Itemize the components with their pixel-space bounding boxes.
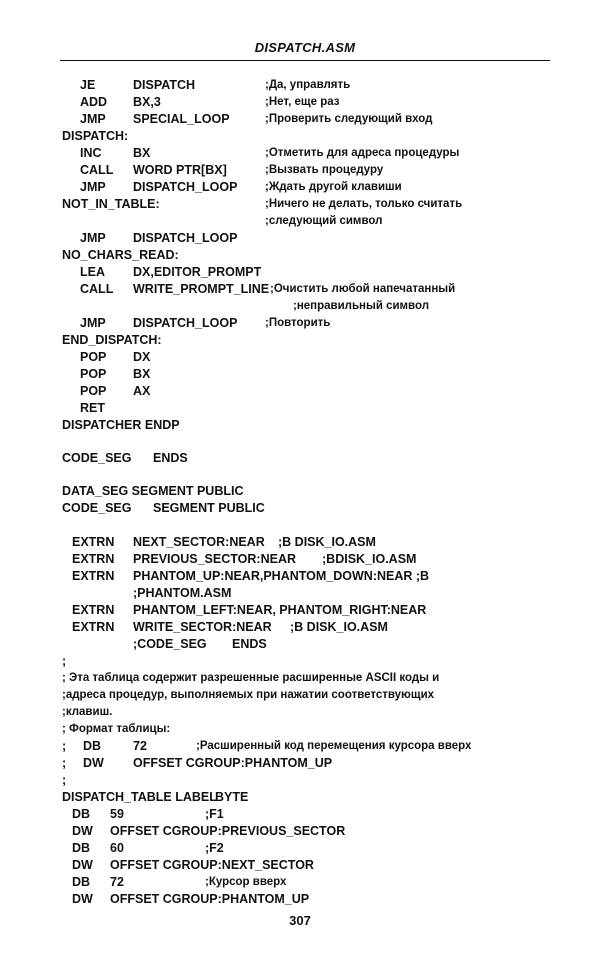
code-line-38-part-2: DW [83, 756, 104, 770]
code-line-40-part-1: DISPATCH_TABLE LABEL [62, 790, 217, 804]
code-line-16-part-1: END_DISPATCH: [62, 333, 162, 347]
code-line-45-part-1: DB [72, 875, 91, 889]
code-line-27-part-1: EXTRN [72, 569, 115, 583]
code-line-7-part-1: JMP [80, 180, 106, 194]
code-line-43-part-1: DB [72, 841, 91, 855]
code-line-15-part-2: DISPATCH_LOOP [133, 316, 238, 330]
code-line-26-part-3: ;BDISK_IO.ASM [322, 552, 417, 566]
page-number: 307 [289, 913, 311, 928]
code-line-11-part-1: NO_CHARS_READ: [62, 248, 179, 262]
code-line-1-part-1: JE [80, 78, 96, 92]
code-line-41-part-1: DB [72, 807, 91, 821]
code-line-1-part-3: ;Да, управлять [265, 79, 351, 91]
code-line-26-part-2: PREVIOUS_SECTOR:NEAR [133, 552, 296, 566]
code-line-42-part-1: DW [72, 824, 93, 838]
code-line-17-part-2: DX [133, 350, 151, 364]
code-line-24-part-1: CODE_SEG [62, 501, 132, 515]
code-line-37-part-1: ; [62, 739, 67, 753]
code-line-3-part-1: JMP [80, 112, 106, 126]
code-line-7-part-3: ;Ждать другой клавиши [265, 181, 402, 193]
code-line-6-part-2: WORD PTR[BX] [133, 163, 227, 177]
code-line-1-part-2: DISPATCH [133, 78, 196, 92]
code-line-30-part-1: EXTRN [72, 620, 115, 634]
code-line-13-part-3: ;Очистить любой напечатанный [270, 283, 456, 295]
code-line-38-part-1: ; [62, 756, 67, 770]
code-line-3-part-3: ;Проверить следующий вход [265, 113, 433, 125]
code-line-29-part-2: PHANTOM_LEFT:NEAR, PHANTOM_RIGHT:NEAR [133, 603, 427, 617]
code-line-12-part-2: DX,EDITOR_PROMPT [133, 265, 262, 279]
code-line-4-part-1: DISPATCH: [62, 129, 129, 143]
code-line-31-part-2: ENDS [232, 637, 267, 651]
code-line-29-part-1: EXTRN [72, 603, 115, 617]
code-line-8-part-1: NOT_IN_TABLE: [62, 197, 160, 211]
code-line-46-part-2: OFFSET CGROUP:PHANTOM_UP [110, 892, 310, 906]
code-line-30-part-3: ;B DISK_IO.ASM [290, 620, 388, 634]
code-line-5-part-3: ;Отметить для адреса процедуры [265, 147, 460, 159]
code-line-42-part-2: OFFSET CGROUP:PREVIOUS_SECTOR [110, 824, 346, 838]
code-line-41-part-2: 59 [110, 807, 124, 821]
header-rule [60, 60, 550, 61]
code-line-44-part-1: DW [72, 858, 93, 872]
code-line-18-part-2: BX [133, 367, 151, 381]
code-line-46-part-1: DW [72, 892, 93, 906]
code-line-45-part-3: ;Курсор вверх [205, 876, 287, 888]
code-line-31-part-1: ;CODE_SEG [133, 637, 207, 651]
code-line-40-part-2: BYTE [215, 790, 249, 804]
code-line-18-part-1: POP [80, 367, 107, 381]
code-line-19-part-2: AX [133, 384, 151, 398]
code-line-5-part-1: INC [80, 146, 102, 160]
code-line-2-part-1: ADD [80, 95, 108, 109]
code-line-15-part-3: ;Повторить [265, 317, 331, 329]
code-line-7-part-2: DISPATCH_LOOP [133, 180, 238, 194]
code-line-26-part-1: EXTRN [72, 552, 115, 566]
code-line-10-part-2: DISPATCH_LOOP [133, 231, 238, 245]
code-line-25-part-2: NEXT_SECTOR:NEAR [133, 535, 265, 549]
code-line-30-part-2: WRITE_SECTOR:NEAR [133, 620, 272, 634]
code-line-37-part-2: DB [83, 739, 102, 753]
code-line-6-part-3: ;Вызвать процедуру [265, 164, 384, 176]
code-line-10-part-1: JMP [80, 231, 106, 245]
code-line-9-part-1: ;следующий символ [265, 215, 383, 227]
code-line-24-part-2: SEGMENT PUBLIC [153, 501, 265, 515]
code-line-43-part-2: 60 [110, 841, 124, 855]
code-line-32-part-1: ; [62, 654, 67, 668]
code-line-45-part-2: 72 [110, 875, 124, 889]
code-line-15-part-1: JMP [80, 316, 106, 330]
code-line-2-part-3: ;Нет, еще раз [265, 96, 340, 108]
code-line-25-part-1: EXTRN [72, 535, 115, 549]
code-line-3-part-2: SPECIAL_LOOP [133, 112, 230, 126]
code-line-2-part-2: BX,3 [133, 95, 161, 109]
code-line-13-part-2: WRITE_PROMPT_LINE [133, 282, 270, 296]
code-line-43-part-3: ;F2 [205, 841, 224, 855]
code-line-21-part-1: DISPATCHER ENDP [62, 418, 180, 432]
code-line-37-part-4: ;Расширенный код перемещения курсора вверх [196, 740, 472, 752]
code-line-19-part-1: POP [80, 384, 107, 398]
code-line-33-part-1: ; Эта таблица содержит разрешенные расширенные ASCII коды и [62, 672, 440, 684]
code-line-34-part-1: ;адреса процедур, выполняемых при нажатии соответствующих [62, 689, 435, 701]
code-line-23-part-1: DATA_SEG SEGMENT PUBLIC [62, 484, 244, 498]
code-line-36-part-1: ; Формат таблицы: [62, 723, 171, 735]
code-line-14-part-1: ;неправильный символ [293, 300, 430, 312]
code-line-41-part-3: ;F1 [205, 807, 224, 821]
code-line-6-part-1: CALL [80, 163, 114, 177]
code-line-12-part-1: LEA [80, 265, 105, 279]
code-line-22-part-1: CODE_SEG [62, 451, 132, 465]
code-line-20-part-1: RET [80, 401, 105, 415]
code-line-39-part-1: ; [62, 773, 67, 787]
code-line-38-part-3: OFFSET CGROUP:PHANTOM_UP [133, 756, 333, 770]
code-line-8-part-2: ;Ничего не делать, только считать [265, 198, 463, 210]
code-line-17-part-1: POP [80, 350, 107, 364]
code-line-37-part-3: 72 [133, 739, 147, 753]
code-line-28-part-1: ;PHANTOM.ASM [133, 586, 232, 600]
page-header-title: DISPATCH.ASM [254, 40, 356, 55]
code-line-25-part-3: ;B DISK_IO.ASM [278, 535, 376, 549]
code-line-22-part-2: ENDS [153, 451, 188, 465]
code-line-27-part-2: PHANTOM_UP:NEAR,PHANTOM_DOWN:NEAR ;B [133, 569, 430, 583]
code-line-13-part-1: CALL [80, 282, 114, 296]
code-line-35-part-1: ;клавиш. [62, 706, 113, 718]
code-line-44-part-2: OFFSET CGROUP:NEXT_SECTOR [110, 858, 314, 872]
code-line-5-part-2: BX [133, 146, 151, 160]
